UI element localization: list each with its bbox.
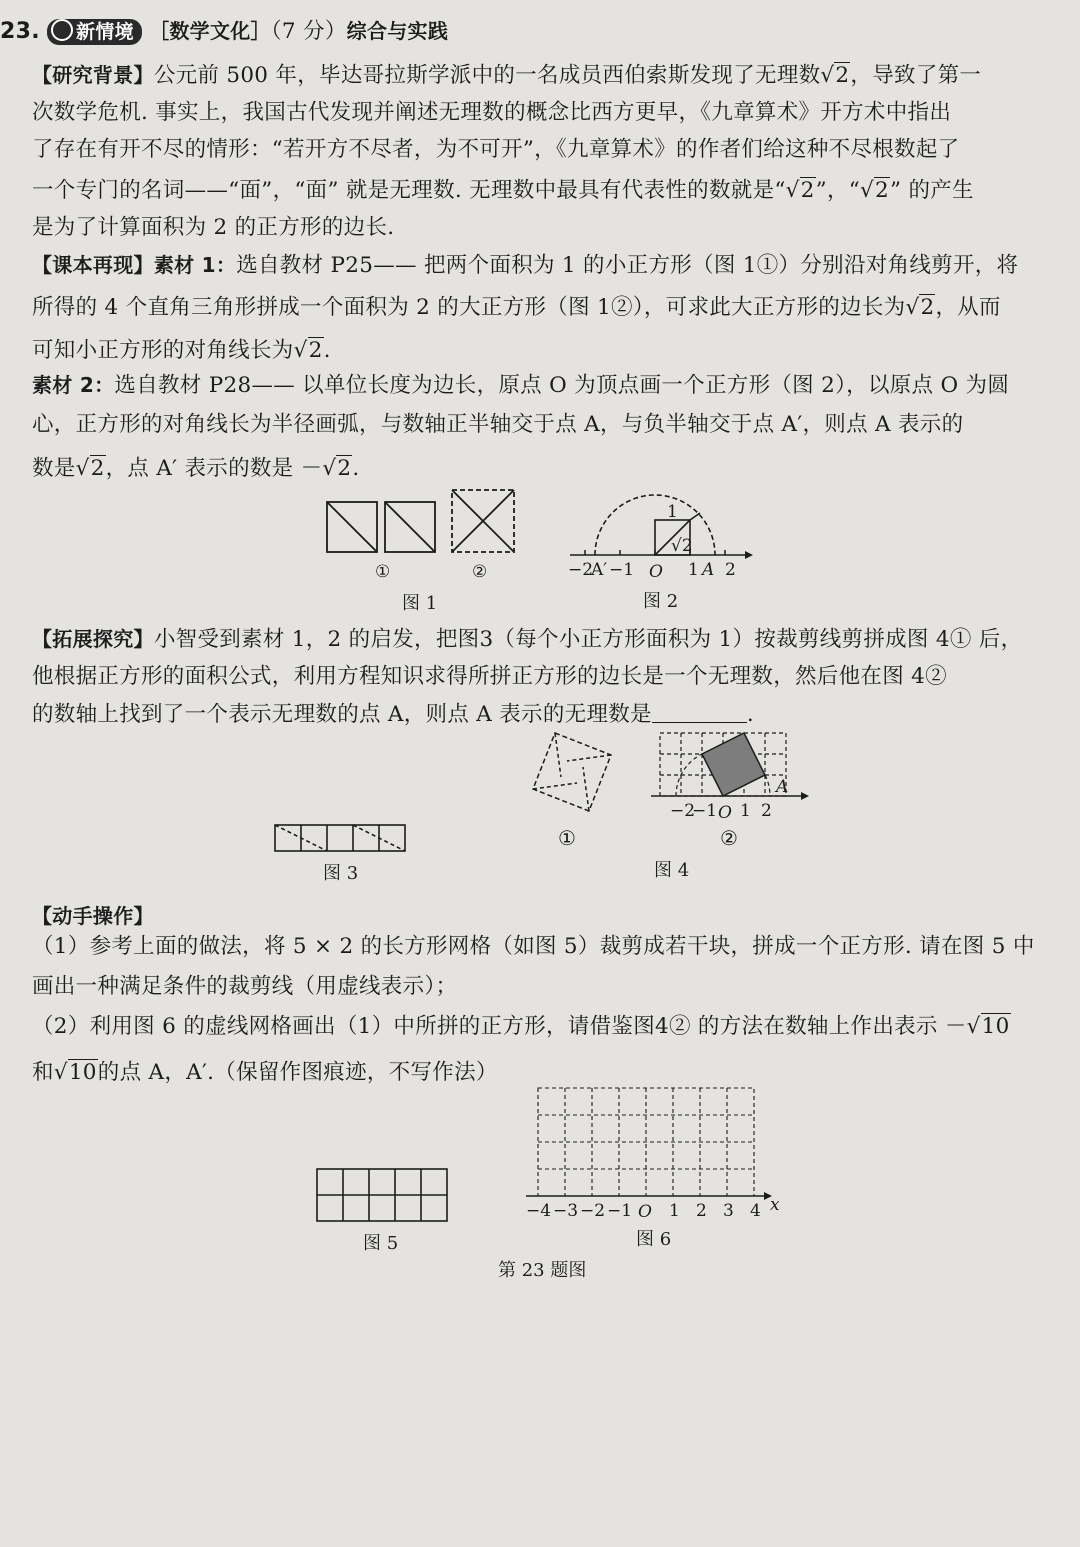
fig2-tick-O: O [649,562,663,582]
fig4-point-A: A [776,777,789,797]
figure-4-1 [525,725,620,820]
operate-p2-line-2 [32,1055,498,1086]
strip [275,825,405,851]
background-line-1 [32,58,981,89]
material2-line-3 [32,451,360,482]
fig6-tick-neg4: −4 [526,1201,552,1221]
axis-arrow [745,551,753,559]
fig6-tick-neg3: −3 [553,1201,579,1221]
section-label: 【动手操作】 [32,904,154,928]
explore-section-label: 【拓展探究】 [32,627,154,651]
textbook-section-label: 【课本再现】 [32,253,154,277]
question-points: （7 分） [270,19,347,44]
material1-label: 素材 1： [153,253,237,277]
answer-blank[interactable] [652,704,747,723]
operate-section-label [32,900,154,929]
background-line-4 [32,173,974,204]
fig6-caption: 图 6 [636,1229,672,1250]
fig6-tick-1: 1 [669,1201,680,1221]
fig4-tick-1: 1 [740,801,751,821]
fig5-caption: 图 5 [363,1233,399,1254]
text-run: ，从而 [935,295,1001,320]
figure-3 [270,820,415,855]
background-line-5: 是为了计算面积为 2 的正方形的边长. [32,215,395,240]
text-run: 选自教材 P25—— 把两个面积为 1 的小正方形（图 1①）分别沿对角线剪开，将 [236,253,1019,278]
question-type: 综合与实践 [346,19,449,43]
text-run: ” 的产生 [890,178,974,203]
fig1-label-2: ② [472,562,488,582]
diag-extension [690,513,700,520]
background-section-label: 【研究背景】 [32,63,154,87]
fig4-label-2: ② [720,826,738,850]
fig1-caption: 图 1 [402,593,438,614]
material1-line-1 [32,248,1018,279]
assembled-square [533,733,611,811]
dashed-grid [538,1088,754,1196]
text-run: 可知小正方形的对角线长为 [32,338,294,363]
material2-label: 素材 2： [32,373,115,397]
fig2-tick-neg2: −2 [568,560,594,580]
text-run: （2）利用图 6 的虚线网格画出（1）中所拼的正方形，请借鉴图4② 的方法在数轴上作出表示 － [32,1014,967,1039]
fig4-tick-2: 2 [761,801,772,821]
fig4-tick-neg2: −2 [670,801,696,821]
diagonal-b [385,502,435,552]
text-run: . [323,338,331,363]
material2-line-2: 心，正方形的对角线长为半径画弧，与数轴正半轴交于点 A，与负半轴交于点 A′，则点 A 表示的 [32,412,964,437]
fig6-tick-3: 3 [723,1201,734,1221]
fig3-caption: 图 3 [323,863,359,884]
fig6-tick-neg2: −2 [580,1201,606,1221]
sqrt-2: √2 [293,338,323,363]
fig6-tick-2: 2 [696,1201,707,1221]
fig2-tick-A: A [702,560,715,580]
text-run: . [746,702,754,727]
operate-p2-line-1 [32,1009,1011,1040]
fig4-label-1: ① [558,826,576,850]
text-run: 小智受到素材 1，2 的启发，把图3（每个小正方形面积为 1）按裁剪线剪拼成图 4① 后， [153,627,1023,652]
leaf-icon [51,19,73,41]
text-run: ，导致了第一 [850,63,982,88]
fig4-caption: 图 4 [654,860,690,881]
fig2-tick-2: 2 [725,560,736,580]
fig6-tick-O: O [638,1202,652,1222]
sqrt-2: √2 [860,178,890,203]
explore-line-3 [32,697,754,728]
fig2-tick-1: 1 [688,560,699,580]
text-run: 的点 A，A′.（保留作图痕迹，不写作法） [97,1060,498,1085]
diagonal-a [327,502,377,552]
fig2-diag-label: √2 [671,536,693,556]
text-run: 所得的 4 个直角三角形拼成一个面积为 2 的大正方形（图 1②），可求此大正方形的边长为 [32,295,906,320]
sqrt-2: √2 [905,295,935,320]
fig1-label-1: ① [375,562,391,582]
operate-p1-line-1: （1）参考上面的做法，将 5 × 2 的长方形网格（如图 5）裁剪成若干块，拼成一个正方形. 请在图 5 中 [32,934,1035,959]
text-run: ”，“ [815,178,861,203]
material2-line-1 [32,368,1009,399]
explore-line-2: 他根据正方形的面积公式，利用方程知识求得所拼正方形的边长是一个无理数，然后他在图 4② [32,664,947,689]
fig2-caption: 图 2 [643,591,679,612]
text-run: ，点 A′ 表示的数是 － [105,456,323,481]
fig2-side-label: 1 [667,502,678,522]
sqrt-10: √10 [966,1014,1010,1039]
question-number: 23. [0,19,40,44]
sqrt-2: √2 [75,456,105,481]
shaded-square [702,733,765,796]
new-context-tag [47,19,142,45]
text-run: 的数轴上找到了一个表示无理数的点 A，则点 A 表示的无理数是 [32,702,652,727]
sqrt-2: √2 [785,178,815,203]
fig4-tick-neg1: −1 [692,801,718,821]
figure-4-2 [648,728,818,823]
tag-label: 新情境 [76,21,134,43]
material1-line-3 [32,333,331,364]
figure-2 [565,495,765,590]
axis-arrow [801,792,809,800]
fig6-axis-label: x [770,1195,780,1215]
fig2-tick-neg1: −1 [609,560,635,580]
text-run: 数是 [32,456,76,481]
material1-line-2 [32,290,1001,321]
background-line-3: 了存在有开不尽的情形：“若开方不尽者，为不可开”，《九章算术》的作者们给这种不尽根数起了 [32,137,960,162]
question-category: ［数学文化］ [149,19,271,43]
figure-5 [313,1165,453,1227]
fig6-tick-neg1: −1 [607,1201,633,1221]
sqrt-2: √2 [322,456,352,481]
background-line-2: 次数学危机. 事实上，我国古代发现并阐述无理数的概念比西方更早，《九章算术》开方术中指出 [32,100,952,125]
explore-line-1 [32,622,1022,653]
text-run: . [352,456,360,481]
sqrt-2: √2 [820,63,850,88]
text-run: 一个专门的名词——“面”，“面” 就是无理数. 无理数中最具有代表性的数就是“ [32,178,786,203]
text-run: 选自教材 P28—— 以单位长度为边长，原点 O 为顶点画一个正方形（图 2），以原点 O 为圆 [114,373,1010,398]
question-header [0,14,448,45]
figure-caption: 第 23 题图 [498,1260,587,1281]
fig2-tick-Aprime: A′ [591,560,608,580]
fig4-tick-O: O [718,803,732,823]
fig6-tick-4: 4 [750,1201,761,1221]
operate-p1-line-2: 画出一种满足条件的裁剪线（用虚线表示）； [32,974,458,999]
text-run: 和 [32,1060,54,1085]
text-run: 公元前 500 年，毕达哥拉斯学派中的一名成员西伯索斯发现了无理数 [153,63,821,88]
sqrt-10: √10 [53,1060,97,1085]
figure-6 [520,1082,790,1222]
